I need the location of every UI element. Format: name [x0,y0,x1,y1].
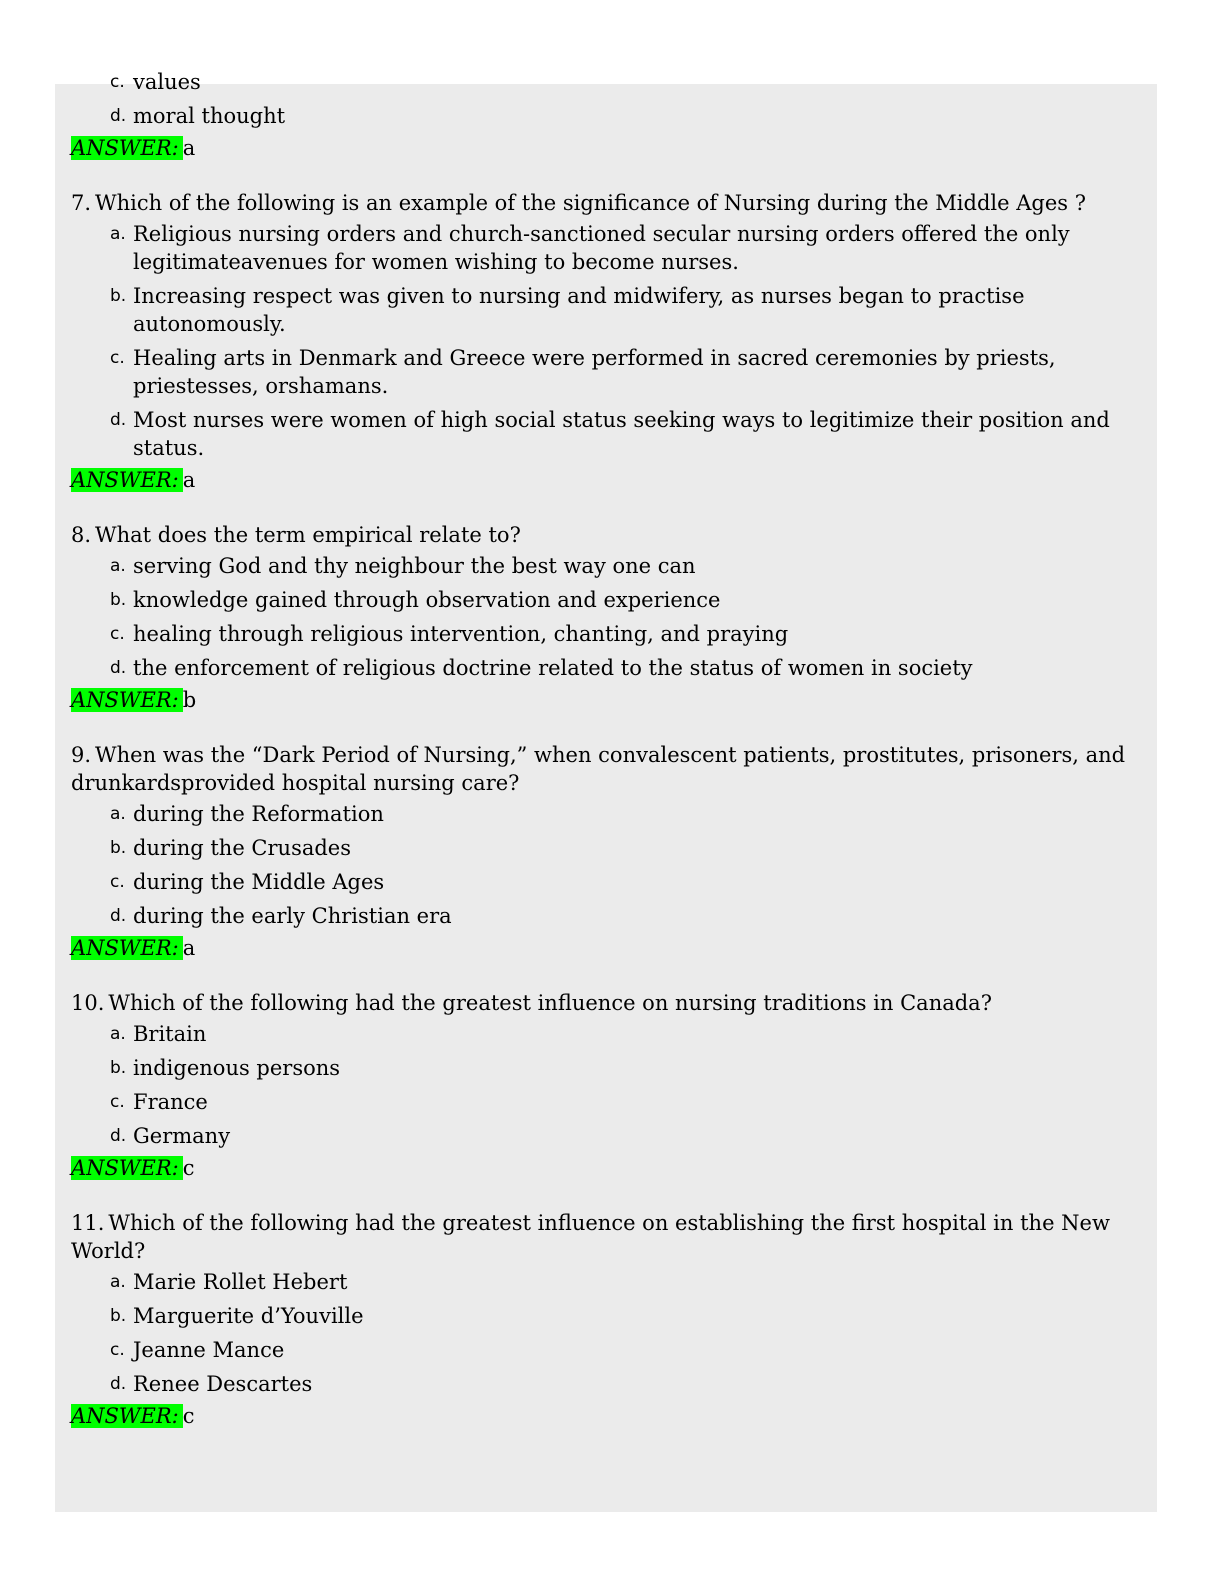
answer-line [71,1404,1141,1428]
question-block [71,1209,1141,1428]
option-label: b. [110,838,127,858]
answer-option [71,282,1141,338]
question-number: 11. [71,1211,105,1235]
option-label: a. [110,804,126,824]
option-text: Jeanne Mance [133,1338,285,1362]
option-text: moral thought [133,104,286,128]
answer-option [71,1088,1141,1116]
option-label: d. [110,106,127,126]
question-body: When was the “Dark Period of Nursing,” when convalescent patients, prostitutes, prisoners, and drunkardsprovided hospital nursing care? [71,743,1126,795]
question-body: What does the term empirical relate to? [95,523,521,547]
option-label: b. [110,590,127,610]
option-d [71,102,1141,130]
quiz-content [71,68,1141,1457]
option-text: Religious nursing orders and church-sanctioned secular nursing orders offered the only legitimateavenues for women wishing to become nurses. [133,222,1070,274]
option-text: Healing arts in Denmark and Greece were performed in sacred ceremonies by priests, priestesses, orshamans. [133,346,1056,398]
option-text: Germany [133,1124,231,1148]
option-text: healing through religious intervention, chanting, and praying [133,622,789,646]
option-text: serving God and thy neighbour the best way one can [133,554,696,578]
answer-tag: ANSWER: [71,936,183,960]
option-label: d. [110,1374,127,1394]
answer-option [71,1302,1141,1330]
answer-tag: ANSWER: [71,688,183,712]
answer-value: c [182,1404,195,1428]
answer-option [71,902,1141,930]
question-block [71,521,1141,712]
question-body: Which of the following is an example of the significance of Nursing during the Middle Ages ? [95,191,1086,215]
answer-option [71,1054,1141,1082]
option-label: a. [110,224,126,244]
option-text: the enforcement of religious doctrine related to the status of women in society [133,656,973,680]
answer-option [71,868,1141,896]
option-label: d. [110,906,127,926]
option-text: Britain [133,1022,207,1046]
option-text: during the Reformation [133,802,384,826]
answer-value: c [182,1156,195,1180]
question-text [71,741,1141,797]
answer-option [71,586,1141,614]
option-label: d. [110,658,127,678]
answer-line [71,936,1141,960]
option-label: b. [110,1306,127,1326]
option-text: Marguerite d’Youville [133,1304,364,1328]
answer-line [71,468,1141,492]
option-text: during the Middle Ages [133,870,385,894]
option-text: during the Crusades [133,836,352,860]
option-text: Most nurses were women of high social status seeking ways to legitimize their position and status. [133,408,1110,460]
answer-option [71,654,1141,682]
answer-option [71,1268,1141,1296]
option-label: d. [110,410,127,430]
option-label: c. [110,1092,125,1112]
option-text: France [133,1090,208,1114]
answer-tag: ANSWER: [71,136,183,160]
option-label: c. [110,348,125,368]
option-label: c. [110,72,125,92]
option-text: Increasing respect was given to nursing and midwifery, as nurses began to practise autonomously. [133,284,1025,336]
option-label: a. [110,556,126,576]
answer-tag: ANSWER: [71,468,183,492]
question-text [71,989,1141,1017]
question-number: 8. [71,523,92,547]
answer-option [71,834,1141,862]
answer-option [71,620,1141,648]
option-text: Renee Descartes [133,1372,313,1396]
answer-line [71,136,1141,160]
question-text [71,1209,1141,1265]
question-text [71,189,1141,217]
option-label: c. [110,872,125,892]
answer-value: b [182,688,197,712]
option-label: a. [110,1272,126,1292]
option-text: indigenous persons [133,1056,341,1080]
answer-line [71,688,1141,712]
question-block [71,741,1141,960]
answer-tag: ANSWER: [71,1156,183,1180]
question-body: Which of the following had the greatest influence on establishing the first hospital in the New World? [71,1211,1110,1263]
answer-line [71,1156,1141,1180]
answer-option [71,1336,1141,1364]
answer-option [71,1122,1141,1150]
option-label: d. [110,1126,127,1146]
option-text: during the early Christian era [133,904,452,928]
question-block [71,989,1141,1180]
option-label: b. [110,1058,127,1078]
answer-option [71,406,1141,462]
option-text: knowledge gained through observation and experience [133,588,721,612]
answer-option [71,220,1141,276]
answer-value: a [182,936,196,960]
answer-option [71,344,1141,400]
question-text [71,521,1141,549]
option-label: b. [110,286,127,306]
question-number: 7. [71,191,92,215]
option-label: c. [110,624,125,644]
option-label: a. [110,1024,126,1044]
question-body: Which of the following had the greatest influence on nursing traditions in Canada? [108,991,992,1015]
answer-tag: ANSWER: [71,1404,183,1428]
option-text: values [133,70,201,94]
answer-value: a [182,468,196,492]
answer-option [71,552,1141,580]
answer-option [71,1020,1141,1048]
prelude-block [71,68,1141,160]
answer-option [71,1370,1141,1398]
question-block [71,189,1141,492]
option-text: Marie Rollet Hebert [133,1270,348,1294]
answer-option [71,800,1141,828]
question-number: 10. [71,991,105,1015]
option-label: c. [110,1340,125,1360]
question-number: 9. [71,743,92,767]
answer-value: a [182,136,196,160]
option-c [71,68,1141,96]
